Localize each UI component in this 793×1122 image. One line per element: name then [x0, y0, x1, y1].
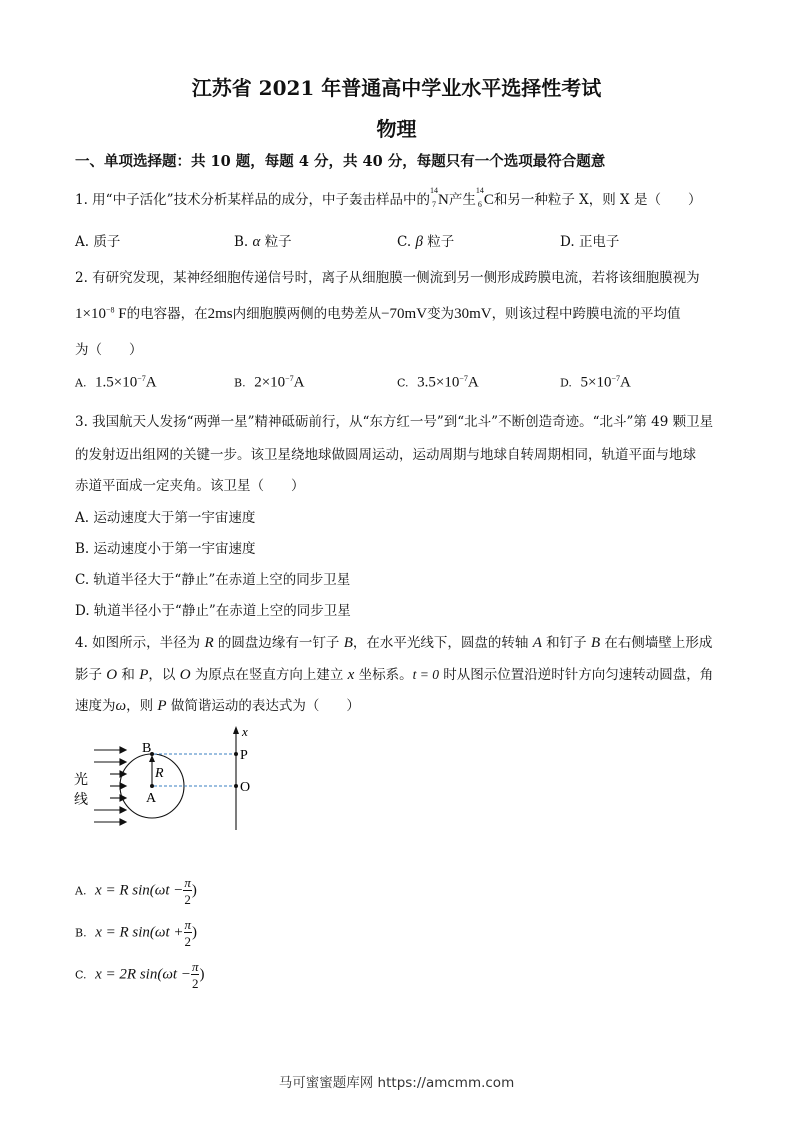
q3-option-b[interactable]: B. 运动速度小于第一宇宙速度	[75, 541, 256, 557]
question-4-line2: 影子 O 和 P，以 O 为原点在竖直方向上建立 x 坐标系。t = 0 时从图示位置沿逆时针方向匀速转动圆盘，角	[75, 667, 714, 683]
q2-option-b[interactable]: B. $2\times 10^{-7}A$	[234, 374, 305, 391]
q4-option-b[interactable]: B. x = R sin(ωt + $\frac{\pi}{2}$ )	[75, 917, 198, 949]
q1-option-b[interactable]: B. α 粒子	[234, 234, 292, 250]
q4-option-a[interactable]: A. x = R sin(ωt − $\frac{\pi}{2}$ )	[75, 875, 197, 907]
nuclide-c14: 14 6 C	[475, 186, 494, 209]
q1-option-a[interactable]: A. 质子	[75, 234, 121, 250]
q4-disk-figure	[70, 722, 270, 837]
subject-title: 物理	[376, 117, 417, 141]
question-2-line2: $1\times 10^{-8}$ F的电容器，在2ms内细胞膜两侧的电势差从−70mV变为30mV，则该过程中跨膜电流的平均值	[75, 305, 681, 322]
question-3-line3: 赤道平面成一定夹角。该卫星（ ）	[75, 478, 305, 494]
q3-option-d[interactable]: D. 轨道半径小于“静止”在赤道上空的同步卫星	[75, 603, 351, 619]
question-3-line1: 3. 我国航天人发扬“两弹一星”精神砥砺前行，从“东方红一号”到“北斗”不断创造奇迹。“北斗”第 49 颗卫星	[75, 414, 714, 430]
q3-option-c[interactable]: C. 轨道半径大于“静止”在赤道上空的同步卫星	[75, 572, 351, 588]
question-1-stem: 1. 用“中子活化”技术分析某样品的成分，中子轰击样品中的 14 7 N产生 14 6 C和另一种粒子 X，则 X 是（ ）	[75, 186, 702, 209]
label-light-2: 线	[74, 792, 88, 808]
label-b: B	[142, 741, 152, 756]
label-o: O	[240, 780, 251, 795]
q1-option-c[interactable]: C. β 粒子	[397, 234, 455, 250]
exam-title: 江苏省 2021 年普通高中学业水平选择性考试	[191, 76, 602, 100]
fraction-pi-over-2: $\frac{\pi}{2}$	[184, 917, 192, 949]
nuclide-n14: 14 7 N	[429, 186, 449, 209]
fraction-pi-over-2: $\frac{\pi}{2}$	[191, 959, 199, 991]
question-4-line1: 4. 如图所示，半径为 R 的圆盘边缘有一钉子 B，在水平光线下，圆盘的转轴 A 和钉子 B 在右侧墙壁上形成	[75, 635, 713, 651]
question-2-line1: 2. 有研究发现，某神经细胞传递信号时，离子从细胞膜一侧流到另一侧形成跨膜电流，若将该细胞膜视为	[75, 270, 700, 286]
label-r: R	[155, 766, 164, 781]
section-header: 一、单项选择题：共 10 题，每题 4 分，共 40 分，每题只有一个选项最符合题意	[75, 153, 606, 170]
label-a: A	[146, 791, 157, 806]
light-arrows	[94, 747, 126, 825]
q1-option-d[interactable]: D. 正电子	[560, 234, 620, 250]
footer-watermark: 马可蜜蜜题库网 https://amcmm.com	[278, 1075, 515, 1091]
label-x: x	[242, 724, 248, 739]
q3-option-a[interactable]: A. 运动速度大于第一宇宙速度	[75, 510, 256, 526]
label-p: P	[240, 748, 248, 763]
q2-option-d[interactable]: D. $5\times 10^{-7}A$	[560, 374, 631, 391]
question-2-line3: 为（ ）	[75, 342, 143, 358]
q2-option-a[interactable]: A. $1.5\times 10^{-7}A$	[75, 374, 157, 391]
question-4-line3: 速度为ω，则 P 做简谐运动的表达式为（ ）	[75, 698, 360, 714]
fraction-pi-over-2: $\frac{\pi}{2}$	[184, 875, 191, 907]
question-3-line2: 的发射迈出组网的关键一步。该卫星绕地球做圆周运动，运动周期与地球自转周期相同，轨道平面与地球	[75, 447, 696, 463]
x-axis-arrow	[233, 726, 239, 734]
label-light-1: 光	[74, 772, 88, 788]
q2-option-c[interactable]: C. $3.5\times 10^{-7}A$	[397, 374, 479, 391]
q4-option-c[interactable]: C. x = 2R sin(ωt − $\frac{\pi}{2}$ )	[75, 959, 205, 991]
